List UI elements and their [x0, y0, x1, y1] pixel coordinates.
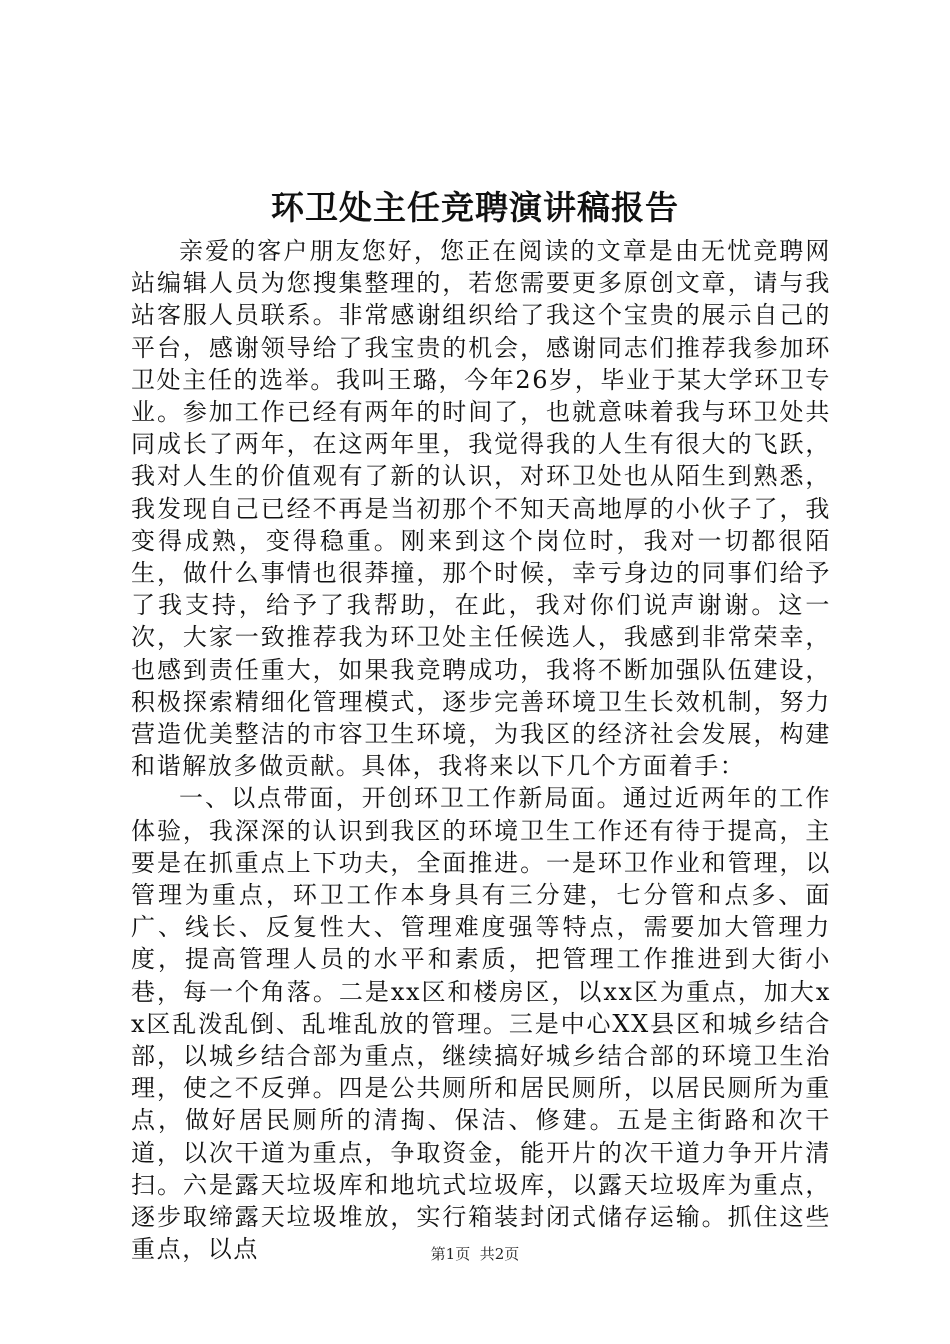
paragraph-intro: 亲爱的客户朋友您好，您正在阅读的文章是由无忧竞聘网站编辑人员为您搜集整理的，若您需要更多原创文章，请与我站客服人员联系。非常感谢组织给了我这个宝贵的展示自己的平台，感谢领导给了我宝贵的机会，感谢同志们推荐我参加环卫处主任的选举。我叫王璐，今年26岁，毕业于某大学环卫专业。参加工作已经有两年的时间了，也就意味着我与环卫处共同成长了两年，在这两年里，我觉得我的人生有很大的飞跃，我对人生的价值观有了新的认识，对环卫处也从陌生到熟悉，我发现自己已经不再是当初那个不知天高地厚的小伙子了，我变得成熟，变得稳重。刚来到这个岗位时，我对一切都很陌生，做什么事情也很莽撞，那个时候，幸亏身边的同事们给予了我支持，给予了我帮助，在此，我对你们说声谢谢。这一次，大家一致推荐我为环卫处主任候选人，我感到非常荣幸，也感到责任重大，如果我竞聘成功，我将不断加强队伍建设，积极探索精细化管理模式，逐步完善环境卫生长效机制，努力营造优美整洁的市容卫生环境，为我区的经济社会发展，构建和谐解放多做贡献。具体，我将来以下几个方面着手：: [131, 237, 831, 781]
document-body: [131, 235, 831, 1266]
page-footer: [0, 1244, 950, 1264]
paragraph-point-one: 一、以点带面，开创环卫工作新局面。通过近两年的工作体验，我深深的认识到我区的环境卫生工作还有待于提高，主要是在抓重点上下功夫，全面推进。一是环卫作业和管理，以管理为重点，环卫工作本身具有三分建，七分管和点多、面广、线长、反复性大、管理难度强等特点，需要加大管理力度，提高管理人员的水平和素质，把管理工作推进到大街小巷，每一个角落。二是xx区和楼房区，以xx区为重点，加大xx区乱泼乱倒、乱堆乱放的管理。三是中心XX县区和城乡结合部，以城乡结合部为重点，继续搞好城乡结合部的环境卫生治理，使之不反弹。四是公共厕所和居民厕所，以居民厕所为重点，做好居民厕所的清掏、保洁、修建。五是主街路和次干道，以次干道为重点，争取资金，能开片的次干道力争开片清扫。六是露天垃圾库和地坑式垃圾库，以露天垃圾库为重点，逐步取缔露天垃圾堆放，实行箱装封闭式储存运输。抓住这些重点，以点: [131, 784, 831, 1264]
page-number: 第1页: [430, 1245, 471, 1263]
document-title: 环卫处主任竞聘演讲稿报告: [271, 188, 679, 227]
footer-gap: [470, 1245, 480, 1263]
page-total: 共2页: [479, 1245, 520, 1263]
